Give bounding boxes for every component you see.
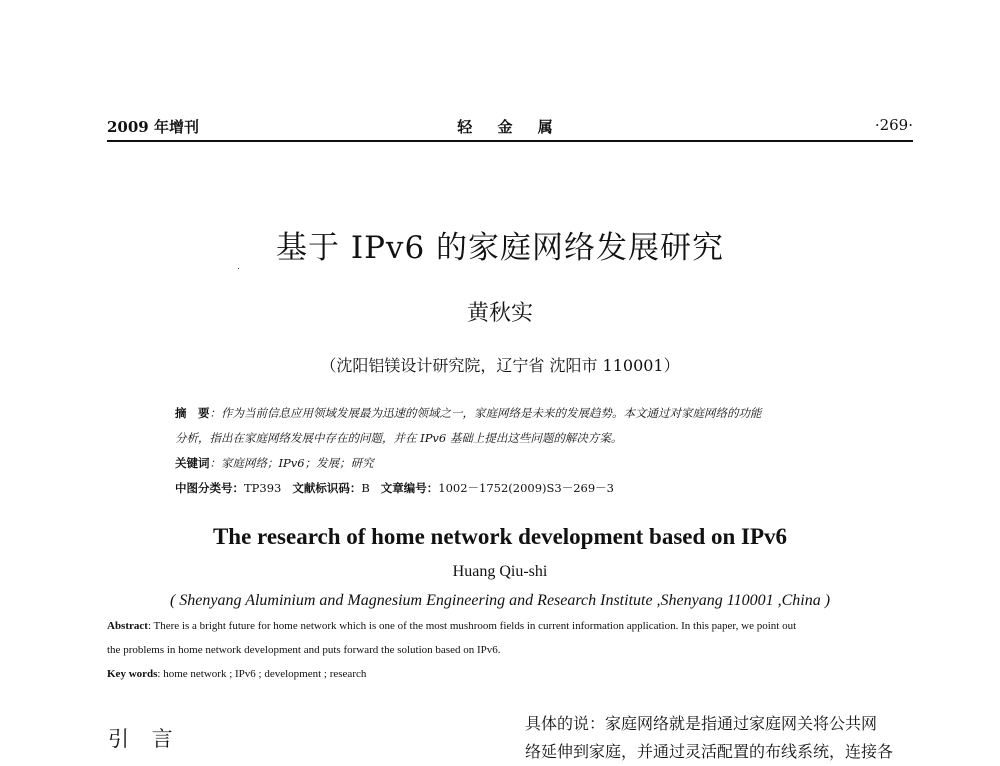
doc-code-value: B <box>361 481 370 495</box>
abstract-en-text-1: : There is a bright future for home network which is one of the most mushroom fields in current information application. In this paper, we point out <box>147 620 797 632</box>
journal-issue: 2009 年增刊 <box>107 118 199 136</box>
keywords-en-label: Key words <box>107 668 158 680</box>
abstract-cn-line-1 <box>175 401 875 426</box>
journal-name: 轻 金 属 <box>457 118 563 136</box>
page-number: ·269· <box>874 116 913 134</box>
section-heading-introduction: 引 言 <box>108 727 181 751</box>
affiliation-en: ( Shenyang Aluminium and Magnesium Engineering and Research Institute ,Shenyang 110001 ,China ) <box>169 592 831 609</box>
article-number-label: 文章编号： <box>380 481 439 495</box>
body-text-line-2: 络延伸到家庭，并通过灵活配置的布线系统，连接各 <box>525 742 894 761</box>
paper-title-en: The research of home network development based on IPv6 <box>212 524 788 549</box>
scan-speck <box>238 268 239 269</box>
abstract-en-line-1 <box>107 614 917 638</box>
keywords-en <box>107 662 917 686</box>
article-number-value: 1002－1752(2009)S3－269－3 <box>438 481 614 495</box>
running-header <box>107 110 913 142</box>
author-cn: 黄秋实 <box>466 301 533 326</box>
clc-value: TP393 <box>244 481 282 495</box>
clc-label: 中图分类号： <box>175 481 244 495</box>
author-en: Huang Qiu-shi <box>452 563 548 580</box>
abstract-block-en <box>107 614 917 686</box>
keywords-cn-text: ：家庭网络；IPv6；发展；研究 <box>209 456 374 470</box>
affiliation-cn: （沈阳铝镁设计研究院，辽宁省 沈阳市 110001） <box>320 356 680 375</box>
abstract-cn-text-1: ：作为当前信息应用领域发展最为迅速的领域之一，家庭网络是未来的发展趋势。本文通过对家庭网络的功能 <box>209 406 762 420</box>
classification-line <box>175 476 875 501</box>
abstract-block-cn <box>175 401 875 501</box>
abstract-en-text-2: the problems in home network development and puts forward the solution based on IPv6. <box>107 644 501 656</box>
abstract-cn-label: 摘 要 <box>175 406 210 420</box>
paper-title-cn: 基于 IPv6 的家庭网络发展研究 <box>275 230 725 266</box>
abstract-en-label: Abstract <box>107 620 148 632</box>
keywords-en-text: : home network ; IPv6 ; development ; research <box>157 668 367 680</box>
keywords-cn-label: 关键词 <box>175 456 210 470</box>
doc-code-label: 文献标识码： <box>292 481 362 495</box>
body-text-line-1: 具体的说：家庭网络就是指通过家庭网关将公共网 <box>525 714 878 733</box>
keywords-cn <box>175 451 875 476</box>
body-text-column <box>525 710 920 766</box>
abstract-cn-text-2: 分析，指出在家庭网络发展中存在的问题，并在 IPv6 基础上提出这些问题的解决方案。 <box>175 431 623 445</box>
